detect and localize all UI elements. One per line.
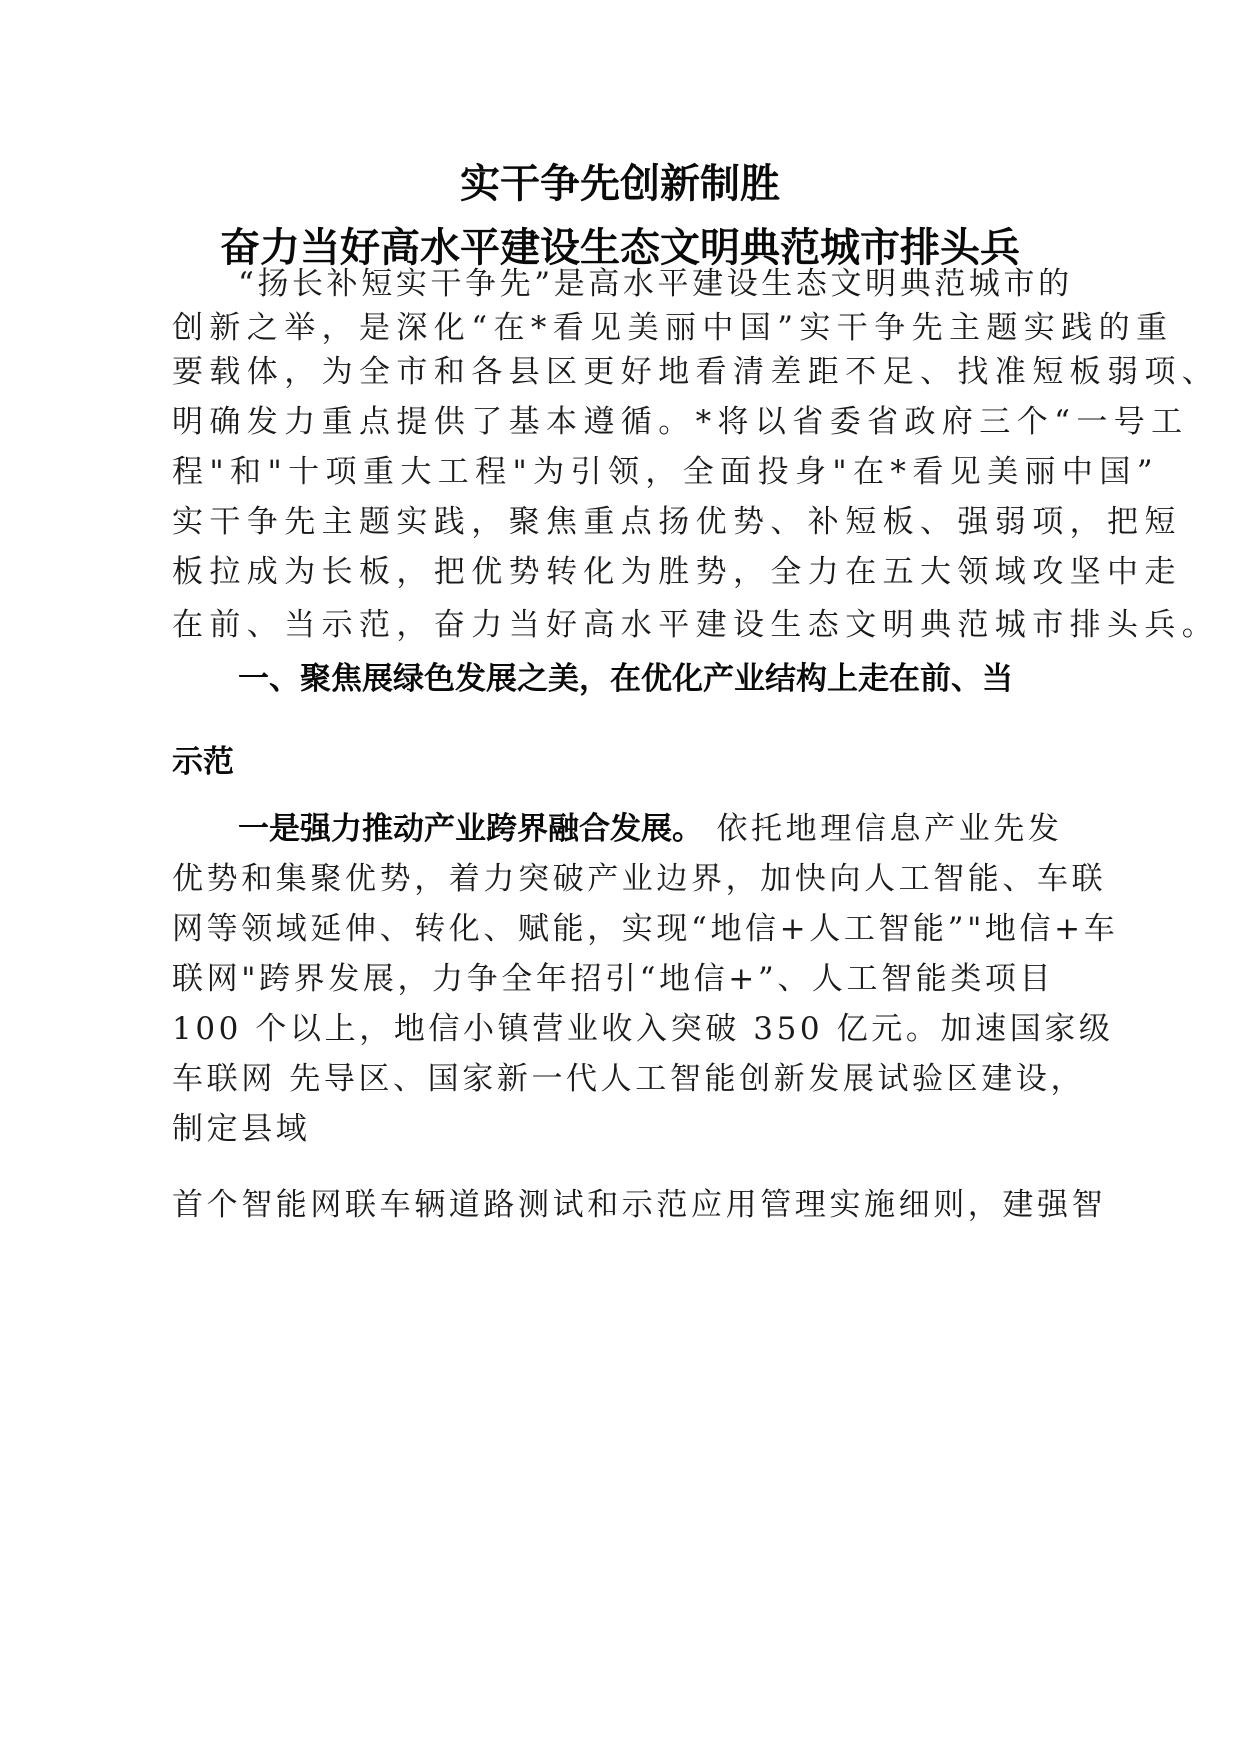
intro-line-3: 要载体，为全市和各县区更好地看清差距不足、找准短板弱项、 (172, 354, 1220, 390)
point-1-line-7: 制定县域 (172, 1111, 311, 1147)
section-1-heading-line-2: 示范 (172, 744, 234, 780)
point-1-line-5: 100 个以上，地信小镇营业收入突破 350 亿元。加速国家级 (172, 1011, 1114, 1047)
document-title-line-2: 奋力当好高水平建设生态文明典范城市排头兵 (220, 225, 1020, 271)
document-title-line-1: 实干争先创新制胜 (460, 161, 780, 207)
intro-line-2: 创新之举，是深化“在*看见美丽中国”实干争先主题实践的重 (172, 310, 1174, 346)
point-1-line-4: 联网"跨界发展，力争全年招引“地信+”、人工智能类项目 (172, 961, 1055, 997)
point-1-line-3: 网等领域延伸、转化、赋能，实现“地信+人工智能”"地信+车 (172, 911, 1119, 947)
intro-line-6: 实干争先主题实践，聚焦重点扬优势、补短板、强弱项，把短 (172, 504, 1182, 540)
intro-line-4: 明确发力重点提供了基本遵循。*将以省委省政府三个“一号工 (172, 404, 1189, 440)
point-1-line-1 (238, 807, 1062, 851)
point-1-line-8: 首个智能网联车辆道路测试和示范应用管理实施细则，建强智 (172, 1187, 1107, 1223)
section-1-heading-line-1: 一、聚焦展绿色发展之美，在优化产业结构上走在前、当 (238, 661, 1013, 697)
intro-line-5: 程"和"十项重大工程"为引领，全面投身"在*看见美丽中国” (172, 454, 1159, 490)
point-1-line-2: 优势和集聚优势，着力突破产业边界，加快向人工智能、车联 (172, 861, 1107, 897)
point-1-line-6: 车联网 先导区、国家新一代人工智能创新发展试验区建设， (172, 1061, 1086, 1097)
intro-line-7: 板拉成为长板，把优势转化为胜势，全力在五大领域攻坚中走 (172, 554, 1182, 590)
intro-line-1: “扬长补短实干争先”是高水平建设生态文明典范城市的 (238, 266, 1073, 302)
point-1-rest: 依托地理信息产业先发 (703, 811, 1063, 847)
point-1-lead: 一是强力推动产业跨界融合发展。 (238, 811, 703, 847)
intro-line-8: 在前、当示范，奋力当好高水平建设生态文明典范城市排头兵。 (172, 607, 1220, 643)
